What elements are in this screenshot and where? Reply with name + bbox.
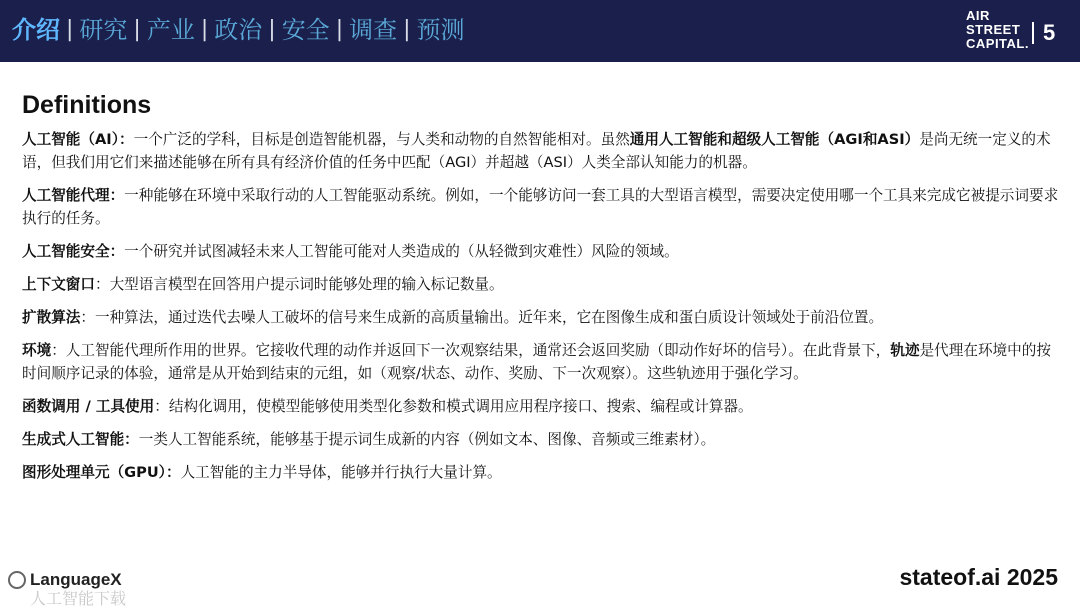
definition-term: 人工智能（AI）： [22,131,134,148]
definition-term: 环境 [22,342,52,359]
definition-text: 人工智能的主力半导体，能够并行执行大量计算。 [180,464,502,481]
nav-tab-intro[interactable]: 介绍 [12,16,60,44]
definition-text: ：人工智能代理所作用的世界。它接收代理的动作并返回下一次观察结果，通常还会返回奖励（即动作好坏的信号）。在此背景下， [51,342,891,359]
watermark-text: LanguageX [30,570,122,589]
watermark-logo-icon [8,571,26,589]
definition-ai-safety [22,240,1062,263]
definition-text: 一个广泛的学科，目标是创造智能机器，与人类和动物的自然智能相对。虽然 [133,131,630,148]
brand-line: AIR [966,8,990,23]
nav-separator: | [335,17,344,42]
nav-tab-politics[interactable]: 政治 [214,16,263,44]
definition-text: 是代理在环境中的按时间顺序记录的体验，通常是从开始到结束的元组，如（观察/状态、动作、奖励、下一次观察）。这些轨迹用于强化学习。 [22,342,1051,382]
definition-term: 轨迹 [890,342,920,359]
definition-ai [22,128,1062,174]
air-street-capital-logo [966,9,1029,51]
definition-term: 生成式人工智能： [22,431,139,448]
definition-environment [22,339,1062,385]
watermark-subtext: 人工智能下载 [30,589,127,608]
definition-text: ：结构化调用，使模型能够使用类型化参数和模式调用应用程序接口、搜索、编程或计算器。 [154,398,753,415]
definition-diffusion [22,306,1062,329]
nav-separator: | [66,17,74,42]
definition-text: ：大型语言模型在回答用户提示词时能够处理的输入标记数量。 [94,276,504,293]
nav-separator: | [268,17,276,42]
nav-tab-survey[interactable]: 调查 [349,16,398,44]
definition-gpu [22,461,1062,484]
definition-text: ：一种算法，通过迭代去噪人工破坏的信号来生成新的高质量输出。近年来，它在图像生成和蛋白质设计领域处于前沿位置。 [80,309,884,326]
brand-line: CAPITAL. [966,36,1029,51]
definition-term: 函数调用 / 工具使用 [22,398,155,415]
definitions-list [22,128,1062,494]
top-bar [0,0,1080,62]
nav-separator: | [200,17,209,42]
definition-context-window [22,273,1062,296]
page-number: 5 [1043,20,1056,45]
definition-term: 人工智能代理： [22,187,125,204]
definition-term: 扩散算法 [22,309,81,326]
definition-term: 人工智能安全： [22,243,125,260]
section-nav [12,14,465,46]
nav-separator: | [403,17,411,42]
definition-term: 图形处理单元（GPU）： [22,464,181,481]
definition-term: 通用人工智能和超级人工智能（AGI和ASI） [629,131,920,148]
brand-line: STREET [966,22,1021,37]
nav-separator: | [133,17,141,42]
nav-tab-industry[interactable]: 产业 [146,16,195,44]
definition-text: 一个研究并试图减轻未来人工智能可能对人类造成的（从轻微到灾难性）风险的领域。 [124,243,679,260]
nav-tab-predictions[interactable]: 预测 [416,16,465,44]
nav-tab-research[interactable]: 研究 [79,16,128,44]
definition-text: 是尚无统一定义的术语，但我们用它们来描述能够在所有具有经济价值的任务中匹配（AGI）并超越（ASI）人类全部认知能力的机器。 [22,131,1051,171]
definition-ai-agent [22,184,1062,230]
definition-term: 上下文窗口 [22,276,95,293]
definition-function-calling [22,395,1062,418]
definition-text: 一种能够在环境中采取行动的人工智能驱动系统。例如，一个能够访问一套工具的大型语言模型，需要决定使用哪一个工具来完成它被提示词要求执行的任务。 [22,187,1059,227]
definition-text: 一类人工智能系统，能够基于提示词生成新的内容（例如文本、图像、音频或三维素材）。 [138,431,716,448]
footer-url: stateof.ai 2025 [899,564,1058,590]
definition-generative-ai [22,428,1062,451]
header-divider [1032,22,1034,44]
page-title: Definitions [22,91,152,119]
watermark [8,570,127,608]
nav-tab-safety[interactable]: 安全 [281,16,330,44]
